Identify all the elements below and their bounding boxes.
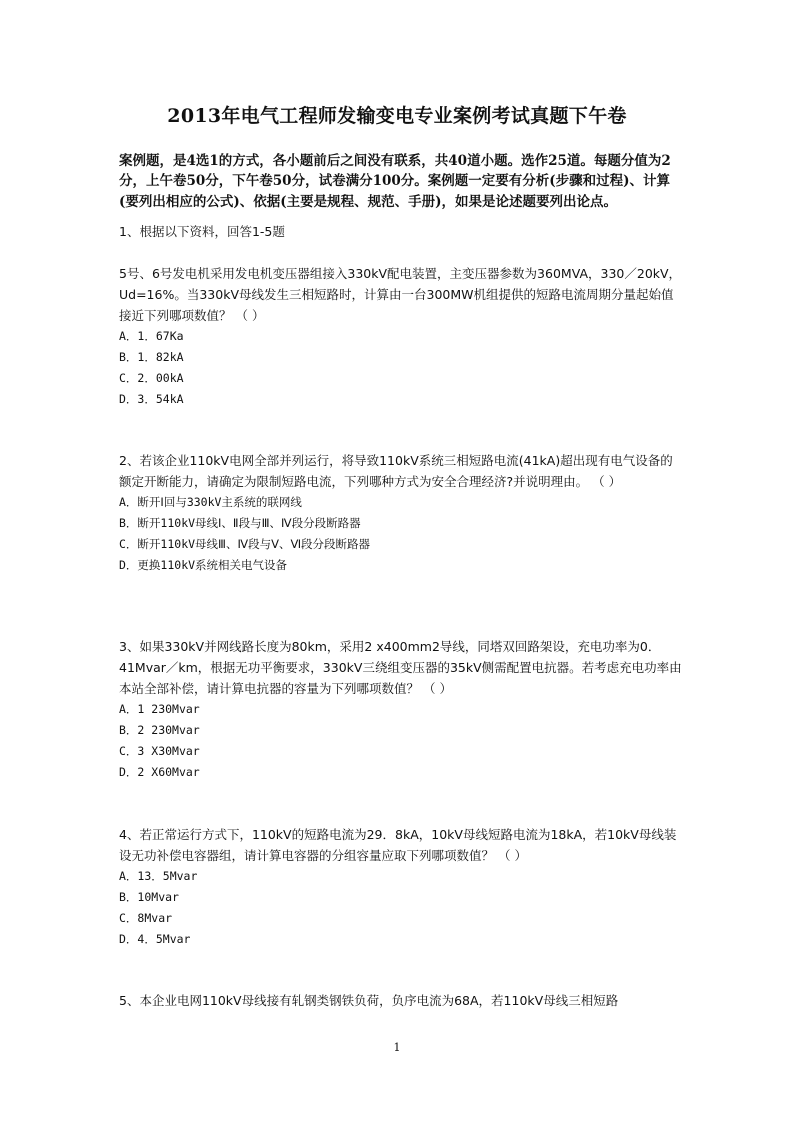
- question-2-option-c: C．断开110kV母线Ⅲ、Ⅳ段与Ⅴ、Ⅵ段分段断路器: [119, 537, 371, 551]
- question-5: [119, 990, 684, 1011]
- question-3-stem: 3、如果330kV并网线路长度为80km，采用2 x400mm2导线，同塔双回路架设，充电功率为0．41Mvar／km，根据无功平衡要求，330kV三绕组变压器的35kV侧需配置电抗器。若考虑充电功率由本站全部补偿，请计算电抗器的容量为下列哪项数值？ （ ）: [119, 639, 682, 696]
- question-1-stem: 5号、6号发电机采用发电机变压器组接入330kV配电装置，主变压器参数为360MVA，330／20kV，Ud=16%。当330kV母线发生三相短路时，计算由一台300MW机组提供的短路电流周期分量起始值接近下列哪项数值？ （ ）: [119, 266, 682, 323]
- intro-paragraph: 案例题，是4选1的方式，各小题前后之间没有联系，共40道小题。选作25道。每题分值为2分，上午卷50分，下午卷50分，试卷满分100分。案例题一定要有分析(步骤和过程)、计算(要列出相应的公式)、依据(主要是规程、规范、手册)，如果是论述题要列出论点。: [119, 152, 671, 210]
- question-4-stem: 4、若正常运行方式下，110kV的短路电流为29．8kA，10kV母线短路电流为18kA，若10kV母线装设无功补偿电容器组，请计算电容器的分组容量应取下列哪项数值？ （ ）: [119, 827, 677, 863]
- question-1-option-c: C．2．00kA: [119, 371, 184, 385]
- document-title: 2013年电气工程师发输变电专业案例考试真题下午卷: [167, 105, 627, 127]
- question-4-option-b: B．10Mvar: [119, 890, 179, 904]
- question-2-option-b: B．断开110kV母线Ⅰ、Ⅱ段与Ⅲ、Ⅳ段分段断路器: [119, 516, 361, 530]
- question-1-option-d: D．3．54kA: [119, 392, 184, 406]
- question-1-option-b: B．1．82kA: [119, 350, 184, 364]
- question-2-option-a: A．断开Ⅰ回与330kV主系统的联网线: [119, 495, 302, 509]
- question-3-option-b: B．2 230Mvar: [119, 723, 200, 737]
- question-4-option-d: D．4．5Mvar: [119, 932, 191, 946]
- question-3-option-d: D．2 X60Mvar: [119, 765, 200, 779]
- question-4: [119, 824, 684, 950]
- question-2-stem: 2、若该企业110kV电网全部并列运行，将导致110kV系统三相短路电流(41kA)超出现有电气设备的额定开断能力，请确定为限制短路电流，下列哪种方式为安全合理经济?并说明理由。 （ ）: [119, 453, 673, 489]
- question-5-stem: 5、本企业电网110kV母线接有轧钢类钢铁负荷，负序电流为68A，若110kV母线三相短路: [119, 993, 619, 1008]
- question-1-option-a: A．1．67Ka: [119, 329, 184, 343]
- question-3: [119, 636, 684, 783]
- page-number: 1: [393, 1041, 401, 1054]
- question-4-option-c: C．8Mvar: [119, 911, 173, 925]
- question-3-option-c: C．3 X30Mvar: [119, 744, 200, 758]
- question-2-option-d: D．更换110kV系统相关电气设备: [119, 558, 288, 572]
- question-2: [119, 450, 684, 576]
- question-1: [119, 221, 684, 410]
- question-1-heading: 1、根据以下资料，回答1-5题: [119, 224, 285, 239]
- question-4-option-a: A．13．5Mvar: [119, 869, 198, 883]
- question-3-option-a: A．1 230Mvar: [119, 702, 200, 716]
